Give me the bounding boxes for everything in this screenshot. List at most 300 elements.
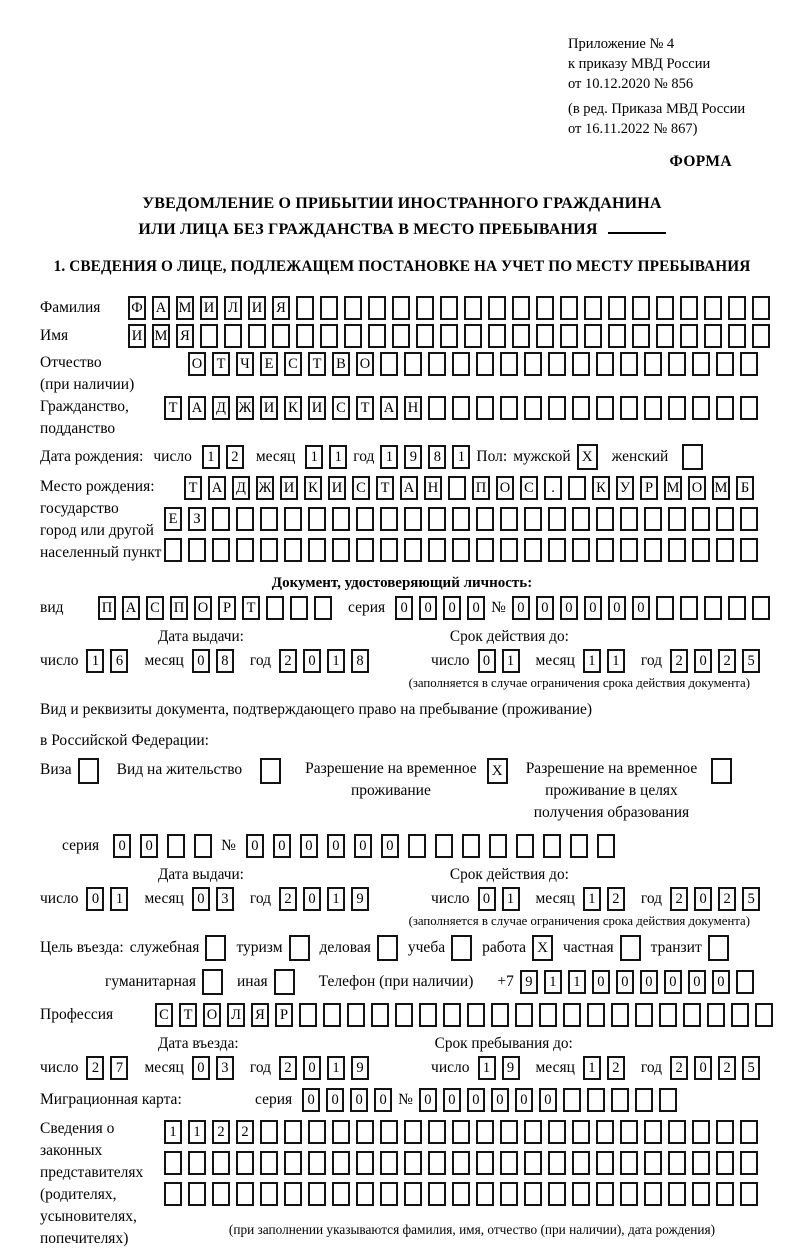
- char-box: [272, 324, 290, 348]
- char-box: 1: [164, 1120, 182, 1144]
- identity-doc-type-boxes: [98, 596, 338, 620]
- char-box: [500, 396, 518, 420]
- migration-series-boxes: [302, 1088, 398, 1112]
- birth-place-row3-boxes: [164, 538, 764, 562]
- char-box: [548, 1151, 566, 1175]
- char-box: 0: [478, 887, 496, 911]
- char-box: М: [176, 296, 194, 320]
- char-box: [596, 1182, 614, 1206]
- char-box: 0: [273, 834, 291, 858]
- representatives-row1-boxes: [164, 1120, 764, 1144]
- purpose-label: Цель въезда:: [40, 939, 124, 957]
- residence-valid-year-boxes: [670, 887, 766, 911]
- temp-residence-checkbox: X: [487, 758, 508, 784]
- stay-day-boxes: [478, 1056, 526, 1080]
- migration-card-label: Миграционная карта:: [40, 1091, 182, 1109]
- char-box: [452, 1120, 470, 1144]
- char-box: [560, 324, 578, 348]
- char-box: 2: [607, 1056, 625, 1080]
- patronymic-row: [40, 352, 764, 396]
- char-box: [284, 1120, 302, 1144]
- purpose-private-label: частная: [563, 939, 614, 957]
- char-box: [164, 1182, 182, 1206]
- char-box: [716, 396, 734, 420]
- residence-doc-options-row: [40, 758, 764, 824]
- form-title-line2: ИЛИ ЛИЦА БЕЗ ГРАЖДАНСТВА В МЕСТО ПРЕБЫВАНИЯ: [40, 217, 764, 243]
- char-box: [212, 1151, 230, 1175]
- char-box: [584, 296, 602, 320]
- stay-until-title: Срок пребывания до:: [434, 1035, 573, 1053]
- char-box: [308, 507, 326, 531]
- form-title: [40, 191, 764, 242]
- char-box: Ч: [236, 352, 254, 376]
- char-box: [404, 507, 422, 531]
- day-word: число: [431, 652, 470, 670]
- char-box: [584, 324, 602, 348]
- entry-year-boxes: [279, 1056, 375, 1080]
- char-box: 1: [568, 970, 586, 994]
- char-box: 0: [539, 1088, 557, 1112]
- identity-valid-year-boxes: [670, 649, 766, 673]
- char-box: [290, 596, 308, 620]
- char-box: У: [616, 476, 634, 500]
- char-box: [644, 1182, 662, 1206]
- char-box: [668, 1151, 686, 1175]
- char-box: [452, 352, 470, 376]
- char-box: 2: [670, 1056, 688, 1080]
- char-box: [656, 296, 674, 320]
- char-box: 0: [443, 1088, 461, 1112]
- char-box: [266, 596, 284, 620]
- char-box: [611, 1003, 629, 1027]
- char-box: [728, 596, 746, 620]
- char-box: 1: [202, 445, 220, 469]
- char-box: 0: [192, 649, 210, 673]
- temp-residence-label: Разрешение на временное проживание: [305, 760, 477, 800]
- char-box: [548, 352, 566, 376]
- char-box: 2: [279, 887, 297, 911]
- char-box: [314, 596, 332, 620]
- char-box: 1: [86, 649, 104, 673]
- char-box: 2: [279, 1056, 297, 1080]
- char-box: 0: [536, 596, 554, 620]
- birth-place-boxes: [164, 476, 764, 569]
- char-box: [380, 1151, 398, 1175]
- char-box: Т: [242, 596, 260, 620]
- purpose-work-label: работа: [482, 939, 526, 957]
- identity-doc-row: [40, 596, 764, 620]
- char-box: 2: [279, 649, 297, 673]
- purpose-official-checkbox: [205, 935, 226, 961]
- char-box: [740, 538, 758, 562]
- year-word: год: [640, 890, 663, 908]
- surname-label: Фамилия: [40, 299, 101, 317]
- char-box: 1: [478, 1056, 496, 1080]
- representatives-row2-boxes: [164, 1151, 764, 1175]
- char-box: [740, 1182, 758, 1206]
- char-box: 0: [140, 834, 158, 858]
- char-box: А: [152, 296, 170, 320]
- char-box: [572, 396, 590, 420]
- char-box: [568, 476, 586, 500]
- month-word: месяц: [535, 890, 575, 908]
- patronymic-boxes: [188, 352, 764, 376]
- char-box: 0: [694, 1056, 712, 1080]
- title-blank-underline: [608, 220, 666, 234]
- sex-label: Пол:: [476, 448, 508, 466]
- char-box: Р: [218, 596, 236, 620]
- purpose-humanitarian-checkbox: [202, 969, 223, 995]
- purpose-business-checkbox: [377, 935, 398, 961]
- entry-dates-row: [40, 1056, 764, 1080]
- char-box: [716, 1182, 734, 1206]
- char-box: [212, 538, 230, 562]
- char-box: [692, 538, 710, 562]
- entry-date-titles: [40, 1035, 764, 1053]
- char-box: [716, 507, 734, 531]
- char-box: [489, 834, 507, 858]
- purpose-private-checkbox: [620, 935, 641, 961]
- patronymic-label: Отчество (при наличии): [40, 354, 135, 394]
- char-box: [440, 296, 458, 320]
- char-box: [692, 507, 710, 531]
- char-box: [452, 396, 470, 420]
- char-box: [491, 1003, 509, 1027]
- char-box: [395, 1003, 413, 1027]
- profession-row: [40, 1003, 764, 1027]
- char-box: С: [155, 1003, 173, 1027]
- char-box: 0: [302, 1088, 320, 1112]
- char-box: [194, 834, 212, 858]
- char-box: Т: [356, 396, 374, 420]
- representatives-note: (при заполнении указываются фамилия, имя, отчество (при наличии), дата рождения): [228, 1222, 716, 1238]
- char-box: 9: [404, 445, 422, 469]
- char-box: [560, 296, 578, 320]
- migration-number-sign: №: [398, 1091, 413, 1109]
- section1-heading: 1. СВЕДЕНИЯ О ЛИЦЕ, ПОДЛЕЖАЩЕМ ПОСТАНОВКЕ НА УЧЕТ ПО МЕСТУ ПРЕБЫВАНИЯ: [53, 258, 751, 276]
- char-box: 2: [607, 887, 625, 911]
- char-box: Н: [404, 396, 422, 420]
- year-word: год: [249, 652, 272, 670]
- char-box: [224, 324, 242, 348]
- char-box: [587, 1088, 605, 1112]
- char-box: [659, 1088, 677, 1112]
- char-box: [755, 1003, 773, 1027]
- char-box: [683, 1003, 701, 1027]
- char-box: [524, 507, 542, 531]
- char-box: [536, 324, 554, 348]
- char-box: 0: [443, 596, 461, 620]
- char-box: 5: [742, 887, 760, 911]
- appendix-line: Приложение № 4: [568, 36, 675, 52]
- char-box: [462, 834, 480, 858]
- identity-issue-month-boxes: [192, 649, 240, 673]
- char-box: 0: [246, 834, 264, 858]
- char-box: [188, 1151, 206, 1175]
- char-box: [644, 352, 662, 376]
- residence-doc-date-titles: [40, 866, 764, 884]
- char-box: [644, 538, 662, 562]
- name-label: Имя: [40, 327, 69, 345]
- month-word: месяц: [535, 1059, 575, 1077]
- char-box: [692, 1120, 710, 1144]
- birth-place-row2-boxes: [164, 507, 764, 531]
- valid-until-title: Срок действия до:: [449, 628, 569, 646]
- char-box: [164, 538, 182, 562]
- purpose-row2: [105, 969, 764, 995]
- char-box: [404, 1151, 422, 1175]
- year-word: год: [640, 1059, 663, 1077]
- char-box: 0: [491, 1088, 509, 1112]
- char-box: 9: [520, 970, 538, 994]
- appendix-line: к приказу МВД России: [568, 56, 711, 72]
- month-word: месяц: [535, 652, 575, 670]
- temp-residence-edu-checkbox: [711, 758, 732, 784]
- char-box: [212, 1182, 230, 1206]
- char-box: [416, 324, 434, 348]
- char-box: [440, 324, 458, 348]
- purpose-study-checkbox: [451, 935, 472, 961]
- char-box: [548, 1182, 566, 1206]
- name-row: [40, 324, 764, 348]
- char-box: .: [544, 476, 562, 500]
- char-box: [476, 1182, 494, 1206]
- char-box: [356, 1182, 374, 1206]
- char-box: [299, 1003, 317, 1027]
- char-box: [736, 970, 754, 994]
- purpose-humanitarian-label: гуманитарная: [105, 973, 196, 991]
- name-boxes: [128, 324, 776, 348]
- char-box: [200, 324, 218, 348]
- char-box: 3: [216, 887, 234, 911]
- issue-date-title: Дата выдачи:: [158, 628, 244, 646]
- char-box: [596, 507, 614, 531]
- char-box: [596, 1151, 614, 1175]
- char-box: [548, 538, 566, 562]
- char-box: [500, 352, 518, 376]
- char-box: [284, 507, 302, 531]
- char-box: 0: [616, 970, 634, 994]
- char-box: 0: [584, 596, 602, 620]
- char-box: [644, 1151, 662, 1175]
- char-box: [428, 352, 446, 376]
- char-box: З: [188, 507, 206, 531]
- char-box: [371, 1003, 389, 1027]
- residence-number-boxes: [246, 834, 624, 858]
- char-box: [344, 296, 362, 320]
- char-box: [620, 538, 638, 562]
- char-box: Б: [736, 476, 754, 500]
- char-box: 2: [86, 1056, 104, 1080]
- char-box: [488, 296, 506, 320]
- char-box: [464, 324, 482, 348]
- purpose-tourism-label: туризм: [236, 939, 283, 957]
- char-box: [563, 1003, 581, 1027]
- profession-label: Профессия: [40, 1006, 114, 1024]
- char-box: [320, 296, 338, 320]
- char-box: [668, 352, 686, 376]
- char-box: [435, 834, 453, 858]
- char-box: Т: [164, 396, 182, 420]
- char-box: [704, 324, 722, 348]
- birth-year-boxes: [380, 445, 476, 469]
- residence-doc-dates-row: [40, 887, 764, 911]
- birth-day-boxes: [202, 445, 250, 469]
- month-word: месяц: [144, 1059, 184, 1077]
- char-box: [620, 1120, 638, 1144]
- char-box: [572, 1182, 590, 1206]
- char-box: 0: [303, 1056, 321, 1080]
- char-box: [164, 1151, 182, 1175]
- char-box: Д: [232, 476, 250, 500]
- char-box: 6: [110, 649, 128, 673]
- char-box: [572, 507, 590, 531]
- char-box: [524, 1151, 542, 1175]
- char-box: П: [472, 476, 490, 500]
- char-box: [356, 1120, 374, 1144]
- char-box: [467, 1003, 485, 1027]
- purpose-other-checkbox: [274, 969, 295, 995]
- entry-date-group: [40, 1056, 385, 1080]
- char-box: [380, 1120, 398, 1144]
- birth-place-labels: Место рождения: государство город или другой населенный пункт: [40, 478, 162, 562]
- char-box: 9: [351, 1056, 369, 1080]
- visa-label: Виза: [40, 761, 72, 779]
- migration-series-label: серия: [255, 1091, 293, 1109]
- sex-female-label: женский: [611, 448, 669, 466]
- char-box: [167, 834, 185, 858]
- char-box: [524, 1120, 542, 1144]
- char-box: [356, 507, 374, 531]
- char-box: [752, 324, 770, 348]
- char-box: [632, 324, 650, 348]
- char-box: 1: [583, 1056, 601, 1080]
- identity-issue-year-boxes: [279, 649, 375, 673]
- char-box: С: [352, 476, 370, 500]
- birth-date-row: [40, 444, 764, 470]
- char-box: И: [308, 396, 326, 420]
- char-box: 0: [592, 970, 610, 994]
- char-box: [500, 538, 518, 562]
- char-box: [548, 396, 566, 420]
- char-box: Д: [212, 396, 230, 420]
- residence-permit-label: Вид на жительство: [116, 761, 243, 779]
- char-box: О: [194, 596, 212, 620]
- char-box: [644, 1120, 662, 1144]
- residence-series-boxes: [113, 834, 221, 858]
- char-box: [260, 538, 278, 562]
- day-word: число: [40, 1059, 79, 1077]
- valid-until-title: Срок действия до:: [449, 866, 569, 884]
- char-box: [620, 1182, 638, 1206]
- sex-female-checkbox: [682, 444, 703, 470]
- char-box: 0: [374, 1088, 392, 1112]
- identity-doc-date-titles: [40, 628, 764, 646]
- char-box: 0: [712, 970, 730, 994]
- char-box: И: [280, 476, 298, 500]
- char-box: [500, 1182, 518, 1206]
- char-box: [368, 296, 386, 320]
- char-box: [308, 1182, 326, 1206]
- entry-day-boxes: [86, 1056, 134, 1080]
- char-box: [740, 1151, 758, 1175]
- phone-prefix: +7: [497, 973, 514, 991]
- residence-valid-day-boxes: [478, 887, 526, 911]
- char-box: [443, 1003, 461, 1027]
- char-box: [716, 538, 734, 562]
- amendment-line: от 16.11.2022 № 867): [568, 121, 698, 137]
- char-box: 0: [113, 834, 131, 858]
- day-word: число: [431, 1059, 470, 1077]
- identity-doc-number-sign: №: [491, 599, 506, 617]
- identity-doc-heading: Документ, удостоверяющий личность:: [271, 575, 533, 592]
- char-box: [611, 1088, 629, 1112]
- char-box: [548, 507, 566, 531]
- stay-until-group: [431, 1056, 776, 1080]
- char-box: [347, 1003, 365, 1027]
- residence-issue-year-boxes: [279, 887, 375, 911]
- char-box: [524, 1182, 542, 1206]
- char-box: [707, 1003, 725, 1027]
- char-box: 2: [718, 1056, 736, 1080]
- identity-valid-day-boxes: [478, 649, 526, 673]
- char-box: [428, 1151, 446, 1175]
- entry-date-title: Дата въезда:: [158, 1035, 239, 1053]
- char-box: [668, 507, 686, 531]
- char-box: [416, 296, 434, 320]
- char-box: [692, 1182, 710, 1206]
- char-box: 1: [452, 445, 470, 469]
- char-box: [516, 834, 534, 858]
- char-box: [408, 834, 426, 858]
- char-box: 9: [351, 887, 369, 911]
- residence-doc-intro1: Вид и реквизиты документа, подтверждающего право на пребывание (проживание): [40, 701, 593, 719]
- char-box: [740, 396, 758, 420]
- char-box: [680, 324, 698, 348]
- char-box: [635, 1003, 653, 1027]
- birth-place-row1-boxes: [184, 476, 764, 500]
- char-box: [572, 1151, 590, 1175]
- year-word: год: [249, 890, 272, 908]
- char-box: [620, 352, 638, 376]
- char-box: [452, 507, 470, 531]
- char-box: Я: [272, 296, 290, 320]
- char-box: П: [98, 596, 116, 620]
- residence-issue-group: [40, 887, 385, 911]
- char-box: [515, 1003, 533, 1027]
- char-box: 1: [305, 445, 323, 469]
- phone-boxes: [520, 970, 760, 994]
- char-box: [392, 324, 410, 348]
- purpose-business-label: деловая: [319, 939, 371, 957]
- char-box: 2: [670, 649, 688, 673]
- char-box: Р: [640, 476, 658, 500]
- residence-issue-day-boxes: [86, 887, 134, 911]
- char-box: 0: [419, 1088, 437, 1112]
- char-box: 1: [607, 649, 625, 673]
- char-box: 0: [303, 649, 321, 673]
- entry-month-boxes: [192, 1056, 240, 1080]
- char-box: [284, 538, 302, 562]
- identity-doc-series-boxes: [395, 596, 491, 620]
- char-box: М: [664, 476, 682, 500]
- char-box: [380, 507, 398, 531]
- char-box: Ф: [128, 296, 146, 320]
- char-box: [188, 1182, 206, 1206]
- char-box: [428, 1120, 446, 1144]
- char-box: [332, 1120, 350, 1144]
- profession-boxes: [155, 1003, 779, 1027]
